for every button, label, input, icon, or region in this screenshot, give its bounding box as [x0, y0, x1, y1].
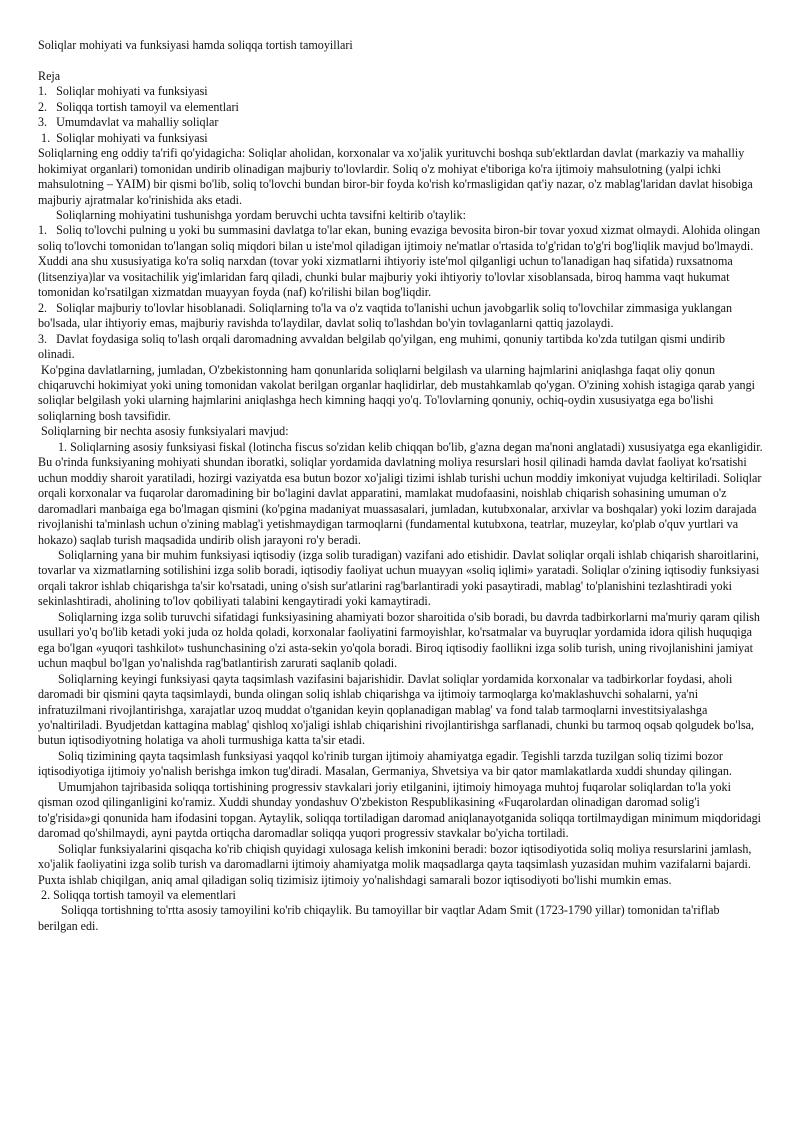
paragraph: Soliqlarning keyingi funksiyasi qayta taqsimlash vazifasini bajarishidir. Davlat soliqlar yordamida korxonalar va tadbirkorlar foydasi, aholi daromadi bir qismini qayta taqsimlaydi, bunda olingan soliq ishlab chiqarishga va ijtimoiy tarmoqlarga ko'maklashuvchi sohalarni, ya'ni infratuzilmani rivojlantirishga, xarajatlar uzoq muddat o'tganidan keyin qoplanadigan mablag' va fond talab tarmoqlarni investitsiyalashga yo'naltiriladi. Byudjetdan kattagina mablag' qishloq xo'jaligi ishlab chiqarishini rivojlantirishga sarflanadi, chunki bu tarmoq oqsab qolgudek bo'lsa, butun iqtisodiyotning holatiga va aholi turmushiga katta ta'sir etadi. [38, 671, 755, 748]
paragraph: Soliqlarning bir nechta asosiy funksiyalari mavjud: [38, 424, 289, 439]
section-heading: 2. Soliqqa tortish tamoyil va elementlari [38, 887, 236, 902]
numbered-paragraph: 2. Soliqlar majburiy to'lovlar hisoblanadi. Soliqlarning to'la va o'z vaqtida to'lanishi uchun javobgarlik soliq to'lovchilar zimmasiga yuklangan bo'lsada, ular ihtiyoriy emas, majburiy ravishda to'laydilar, davlat soliq to'lashdan bo'yin tovlaganlarni qattiq jazolaydi. [38, 300, 736, 331]
section-heading: 1. Soliqlar mohiyati va funksiyasi [38, 130, 208, 145]
paragraph: Ko'pgina davlatlarning, jumladan, O'zbekistonning ham qonunlarida soliqlarni belgilash va ularning hajmlarini aniqlashga faqat oliy qonun chiqaruvchi hokimiyat yoki uning tomonidan vakolat berilgan organlar haqlidirlar, deb mustahkamlab qo'ygan. O'zining xohish istagiga qarab yangi soliqlar belgilash yoki ularning hajmlarini aniqlashga hech kimning haqqi yo'q. To'lovlarning qonuniy, ochiq-oydin xususiyatga ega bo'lishi soliqlarning bosh tavsifidir. [38, 362, 759, 423]
paragraph: Soliqlarning yana bir muhim funksiyasi iqtisodiy (izga solib turadigan) vazifani ado etishidir. Davlat soliqlar orqali ishlab chiqarish sharoitlarini, tovarlar va xizmatlarning sotilishini izga solib boradi, iqtisodiy faoliyat uchun muayyan «soliq iqlimi» yaratadi. Soliqlar o'zining iqtisodiy funksiyasi orqali takror ishlab chiqarishga ta'sir ko'rsatadi, uning o'sish sur'atlarini rag'barlantiradi yoki pasaytiradi, mablag' to'planishini tezlashtiradi yoki sekinlashtiradi, aholining to'lov qobiliyati talabini kengaytiradi yoki kamaytiradi. [38, 548, 760, 609]
paragraph: Soliqlarning izga solib turuvchi sifatidagi funksiyasining ahamiyati bozor sharoitida o'sib boradi, bu davrda tadbirkorlarni ma'muriy qaram qilish usullari yo'q bo'lib ketadi yoki juda oz holda qoladi, korxonalar faoliyatini farmoyishlar, ko'rsatmalar va buyruqlar yordamida idora qilish huquqiga ega bo'lgan «yuqori tashkilot» tushunchasining o'zi asta-sekin yo'qola boradi. Biroq iqtisodiy faollikni izga solib turish, uning rivojlanishini jamiyat uchun maqbul bo'lgan yo'nalishda rag'batlantirish zarurati saqlanib qoladi. [38, 609, 760, 671]
numbered-paragraph: 3. Davlat foydasiga soliq to'lash orqali daromadning avvaldan belgilab qo'yilgan, eng muhimi, qonuniy tartibda ko'zda tutilgan qismi undirib olinadi. [38, 331, 729, 362]
plan-item: 2. Soliqqa tortish tamoyil va elementlari [38, 99, 239, 114]
document-title: Soliqlar mohiyati va funksiyasi hamda soliqqa tortish tamoyillari [38, 38, 353, 52]
paragraph: Soliq tizimining qayta taqsimlash funksiyasi yaqqol ko'rinib turgan ijtimoiy ahamiyatga egadir. Tegishli tarzda tuzilgan soliq tizimi bozor iqtisodiyotiga ijtimoiy yo'nalish berishga imkon tug'diradi. Masalan, Germaniya, Shvetsiya va bir qator mamlakatlarda xuddi shunday qilingan. [38, 748, 732, 779]
plan-item: 1. Soliqlar mohiyati va funksiyasi [38, 84, 208, 99]
paragraph: 1. Soliqlarning asosiy funksiyasi fiskal (lotincha fiscus so'zidan kelib chiqqan bo'lib, g'azna degan ma'noni anglatadi) xususiyatga ega ekanligidir. Bu o'rinda funksiyaning mohiyati shundan iboratki, soliqlar yordamida davlatning moliya resurslari hosil qilinadi hamda davlat faoliyat ko'rsatishi uchun moddiy sharoit yaratiladi, hozirgi vaziyatda esa butun bozor xo'jaligi tizimi ishlab turishi uchun moddiy imkoniyat vujudga keltiriladi. Soliqlar orqali korxonalar va fuqarolar daromadining bir bo'lagini davlat apparatini, mamlakat mudofaasini, noishlab chiqarish sohasining umuman o'z daromadlari manbaiga ega bo'lmagan qismini (ko'pgina madaniyat muassasalari, jumladan, kutubxonalar, arxivlar va boshqalar) yoki lozim darajada rivojlanishi ta'minlash uchun o'zining mablag'i yetishmaydigan tarmoqlarni (fundamental kutubxona, teatrlar, muzeylar, ko'plab o'quv yurtlari va hokazo) saqlab turish maqsadida undirib olish jarayoni ro'y beradi. [38, 439, 763, 547]
numbered-paragraph: 1. Soliq to'lovchi pulning u yoki bu summasini davlatga to'lar ekan, buning evaziga bevosita biron-bir tovar yoxud xizmat olmaydi. Alohida olingan soliq to'lovchi tomonidan to'langan soliq miqdori bilan u iste'mol qiladigan ijtimoiy ne'matlar o'rtasida to'g'ridan to'g'ri bog'liqlik mavjud bo'lmaydi. Xuddi ana shu xususiyatiga ko'ra soliq narxdan (tovar yoki xizmatlarni ihtiyoriy iste'mol qilganligi uchun to'lanadigan haq sifatida) ruxsatnoma (litsenziya)lar va vositachilik yig'imlaridan farq qiladi, chunki bular majburiy yoki ihtiyoriy to'lovlar xisoblansada, biroq hamma vaqt hukumat tomonidan ko'rsatilgan xizmatdan muayyan foyda (naf) ko'rilishi bilan bog'liqdir. [38, 223, 764, 300]
paragraph: Soliqlarning mohiyatini tushunishga yordam beruvchi uchta tavsifni keltirib o'taylik: [56, 208, 466, 223]
paragraph: Soliqlar funksiyalarini qisqacha ko'rib chiqish quyidagi xulosaga kelish imkonini beradi: bozor iqtisodiyotida soliq moliya resurslarini jamlash, xo'jalik faoliyatini izga solib turish va daromadlarni ijtimoiy ahamiyatga molik maqsadlarga qayta taqsimlash yuzasidan muhim vazifalarni bajardi. Puxta ishlab chiqilgan, aniq amal qiladigan soliq tizimisiz ijtimoiy yo'nalishdagi samarali bozor iqtisodiyoti bo'lishi mumkin emas. [38, 841, 752, 887]
document-page [38, 38, 764, 934]
paragraph: Soliqlarning eng oddiy ta'rifi qo'yidagicha: Soliqlar aholidan, korxonalar va xo'jalik yurituvchi boshqa sub'ektlardan davlat (markaziy va mahalliy hokimiyat organlari) tomonidan undirib olinadigan majburiy to'lovlardir. Soliq o'z mohiyat e'tiboriga ko'ra ijtimoiy mahsulotning (yalpi ichki mahsulotning – YAIM) bir qismi bo'lib, soliq to'lovchi bundan biror-bir foyda ko'rish ko'rmasligidan qat'iy nazar, o'z mablag'laridan davlat hisobiga majburiy ajratmalar ko'rinishida aks etadi. [38, 146, 753, 207]
plan-heading: Reja [38, 68, 61, 83]
plan-item: 3. Umumdavlat va mahalliy soliqlar [38, 115, 219, 130]
paragraph: Soliqqa tortishning to'rtta asosiy tamoyilini ko'rib chiqaylik. Bu tamoyillar bir vaqtlar Adam Smit (1723-1790 yillar) tomonidan ta'riflab berilgan edi. [38, 903, 726, 933]
paragraph: Umumjahon tajribasida soliqqa tortishining progressiv stavkalari joriy etilganini, ijtimoiy himoyaga muhtoj fuqarolar soliqlardan to'la yoki qisman ozod qilinganligini ko'ramiz. Xuddi shunday yondashuv O'zbekiston Respublikasining «Fuqarolardan olinadigan daromad solig'i to'g'risida»gi qonunida ham ifodasini topgan. Aytaylik, soliqqa tortiladigan daromad aniqlanayotganida soliqqa tortilmaydigan minimum miqdoridagi daromad qo'shilmaydi, ayni paytda ortiqcha daromadlar soliqqa yuqori progressiv stavkalar bo'yicha tortiladi. [38, 779, 762, 841]
